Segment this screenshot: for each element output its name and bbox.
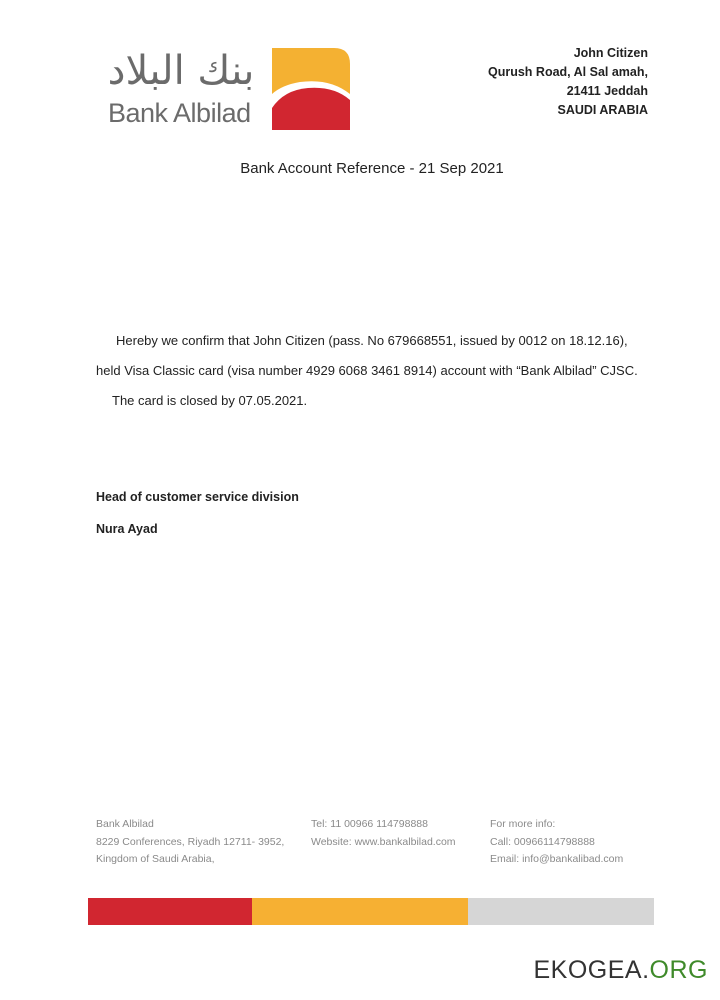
body-line-3: The card is closed by 07.05.2021.: [112, 393, 308, 408]
footer-bank-name: Bank Albilad: [96, 818, 154, 830]
document-title: Bank Account Reference - 21 Sep 2021: [240, 160, 504, 177]
logo-mark-icon: [270, 44, 352, 132]
recipient-address: [488, 44, 648, 120]
signatory-name: Nura Ayad: [96, 522, 158, 536]
footer-info-label: For more info:: [490, 818, 556, 830]
logo-arabic-text: بنك البلاد: [107, 48, 255, 94]
footer-stripe-grey: [468, 898, 654, 925]
signatory-title: Head of customer service division: [96, 490, 299, 504]
body-line-1: Hereby we confirm that John Citizen (pass. No 679668551, issued by 0012 on 18.12.16),: [116, 333, 628, 348]
footer-contact: [311, 816, 456, 851]
footer-country: Kingdom of Saudi Arabia,: [96, 853, 215, 865]
recipient-name: John Citizen: [573, 46, 648, 60]
recipient-city: 21411 Jeddah: [566, 84, 648, 98]
footer-tel: Tel: 11 00966 114798888: [311, 818, 428, 830]
footer-email[interactable]: Email: info@bankalibad.com: [490, 853, 624, 865]
footer-stripe-yellow: [252, 898, 468, 925]
footer-website[interactable]: Website: www.bankalbilad.com: [311, 835, 456, 848]
footer-info: [490, 816, 623, 869]
footer-street: 8229 Conferences, Riyadh 12711- 3952,: [96, 835, 285, 848]
recipient-country: SAUDI ARABIA: [557, 103, 648, 117]
body-line-2: held Visa Classic card (visa number 4929 6068 3461 8914) account with “Bank Albilad” CJSC.: [96, 363, 638, 378]
bank-logo: [102, 40, 352, 132]
logo-latin-text: Bank Albilad: [108, 98, 251, 128]
footer-stripe-red: [88, 898, 252, 925]
letter-body: [96, 333, 666, 408]
logo-arabic-wordmark: [106, 42, 256, 98]
watermark-part-2: ORG: [649, 956, 708, 984]
watermark-part-1: EKOGEA.: [533, 956, 650, 984]
watermark: [534, 956, 709, 985]
recipient-street: Qurush Road, Al Sal amah,: [488, 65, 648, 79]
footer-address: [96, 816, 284, 869]
footer-call: Call: 00966114798888: [490, 835, 595, 848]
